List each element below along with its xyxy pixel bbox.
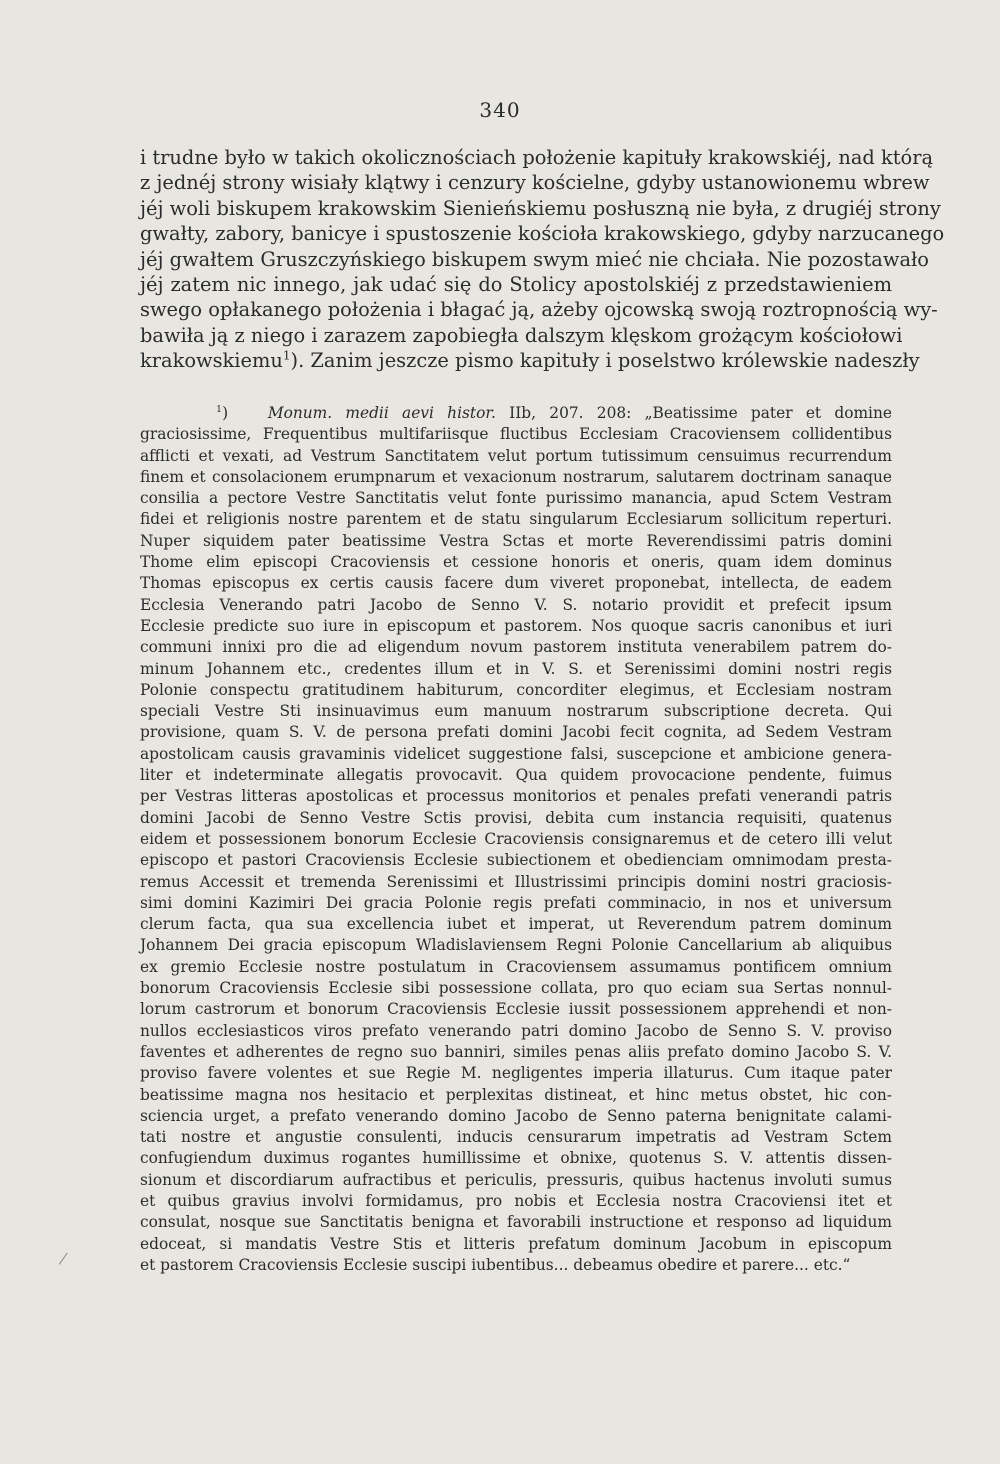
- footnote-line: Nuper siquidem pater beatissime Vestra Sctas et morte Reverendissimi patris domini: [140, 531, 892, 550]
- footnote-line: per Vestras litteras apostolicas et processus monitorios et penales prefati venerandi patris: [140, 787, 892, 806]
- footnote-paren: ): [222, 404, 229, 422]
- footnote-line: bonorum Cracoviensis Ecclesie sibi possessione collata, pro quo eciam sua Sertas nonnul-: [140, 979, 892, 998]
- footnote-text: IIb, 207. 208: „Beatissime pater et domine: [495, 404, 893, 422]
- footnote-line: confugiendum duximus rogantes humillissime et obnixe, quotenus S. V. attentis dissen-: [140, 1149, 892, 1168]
- footnote-line: remus Accessit et tremenda Serenissimi et Illustrissimi principis domini nostri graciosis-: [140, 872, 892, 891]
- footnote-line: ex gremio Ecclesie nostre postulatum in Cracoviensem assumamus pontificem omnium: [140, 957, 892, 976]
- body-text-fragment: krakowskiemu: [140, 349, 283, 373]
- body-line: bawiła ją z niego i zarazem zapobiegła dalszym klęskom grożącym kościołowi: [140, 323, 903, 347]
- footnote-line: et quibus gravius involvi formidamus, pro nobis et Ecclesia nostra Cracoviensi itet et: [140, 1191, 892, 1210]
- footnote-line: consulat, nosque sue Sanctitatis benigna et favorabili instructione et responso ad liquidum: [140, 1213, 892, 1232]
- body-line: gwałty, zabory, banicye i spustoszenie kościoła krakowskiego, gdyby narzucanego: [140, 222, 945, 246]
- footnote-line: consilia a pectore Vestre Sanctitatis velut fonte purissimo manancia, apud Sctem Vestram: [140, 489, 892, 508]
- footnote-line: faventes et adherentes de regno suo banniri, similes penas aliis prefato domino Jacobo S. V.: [140, 1042, 892, 1061]
- footnote-line: graciosissime, Frequentibus multifariisque fluctibus Ecclesiam Cracoviensem collidentibus: [140, 425, 892, 444]
- footnote-line: finem et consolacionem erumpnarum et vexacionum nostrarum, salutarem doctrinam sanaque: [140, 467, 892, 486]
- footnote-line: tati nostre et angustie consulenti, inducis censurarum impetratis ad Vestram Sctem: [140, 1128, 892, 1147]
- footnote: [140, 403, 892, 1276]
- footnote-line: Johannem Dei gracia episcopum Wladislaviensem Regni Polonie Cancellarium ab aliquibus: [140, 936, 892, 955]
- body-line: i trudne było w takich okolicznościach położenie kapituły krakowskiéj, nad którą: [140, 146, 934, 169]
- footnote-line: clerum facta, qua sua excellencia iubet et imperat, ut Reverendum patrem dominum: [140, 915, 892, 934]
- page-number: 340: [479, 98, 521, 122]
- main-paragraph: [140, 145, 945, 374]
- footnote-line: domini Jacobi de Senno Vestre Sctis provisi, debita cum instancia requisiti, quatenus: [140, 808, 892, 827]
- footnote-line: minum Johannem etc., credentes illum et in V. S. et Serenissimi domini nostri regis: [140, 659, 892, 678]
- footnote-line: afflicti et vexati, ad Vestrum Sanctitatem velut portum tutissimum censuimus recurrendum: [140, 446, 892, 465]
- body-line: jéj zatem nic innego, jak udać się do Stolicy apostolskiéj z przedstawieniem: [140, 273, 892, 297]
- footnote-line: edoceat, si mandatis Vestre Stis et litteris prefatum dominum Jacobum in episcopum: [140, 1234, 892, 1253]
- footnote-first-line: [140, 403, 892, 424]
- footnote-line: Polonie conspectu gratitudinem habiturum, concorditer elegimus, et Ecclesiam nostram: [140, 680, 892, 699]
- footnote-line: eidem et possessionem bonorum Ecclesie Cracoviensis consignaremus et de cetero illi velut: [140, 829, 892, 848]
- footnote-reference: 1: [282, 348, 291, 363]
- footnote-line-last: et pastorem Cracoviensis Ecclesie suscipi iubentibus... debeamus obedire et parere... etc.“: [140, 1255, 851, 1274]
- footnote-line: communi innixi pro die ad eligendum novum pastorem instituta venerabilem patrem do-: [140, 638, 892, 657]
- footnote-line: sciencia urget, a prefato venerando domino Jacobo de Senno paterna benignitate calami-: [140, 1106, 892, 1125]
- footnote-spacer: [228, 404, 268, 422]
- body-line: swego opłakanego położenia i błagać ją, ażeby ojcowską swoją roztropnością wy-: [140, 298, 938, 322]
- footnote-line: beatissime magna nos hesitacio et perplexitas distineat, et hinc metus obstet, hic con-: [140, 1085, 892, 1104]
- footnote-line: Ecclesia Venerando patri Jacobo de Senno V. S. notario providit et prefecit ipsum: [140, 595, 892, 614]
- footnote-line: proviso favere volentes et sue Regie M. negligentes imperia illaturus. Cum itaque pater: [140, 1064, 892, 1083]
- footnote-line: nullos ecclesiasticos viros prefato venerando patri domino Jacobo de Senno S. V. proviso: [140, 1021, 892, 1040]
- footnote-line: simi domini Kazimiri Dei gracia Polonie regis prefati comminacio, in nos et universum: [140, 893, 892, 912]
- footnote-line: Thome elim episcopi Cracoviensis et cessione honoris et oneris, quam idem dominus: [140, 553, 892, 572]
- footnote-line: speciali Vestre Sti insinuavimus eum manuum nostrarum subscriptione decreta. Qui: [140, 702, 892, 721]
- footnote-line: fidei et religionis nostre parentem et de statu singularum Ecclesiarum sollicitum reperturi.: [140, 510, 892, 529]
- footnote-line: apostolicam causis gravaminis videlicet suggestione falsi, suscepcione et ambicione genera-: [140, 744, 892, 763]
- footnote-line: lorum castrorum et bonorum Cracoviensis Ecclesie iussit possessionem apprehendi et non-: [140, 1000, 892, 1019]
- body-line-last: [140, 348, 920, 373]
- footnote-line: Ecclesie predicte suo iure in episcopum et pastorem. Nos quoque sacris canonibus et iuri: [140, 616, 892, 635]
- footnote-marker: 1: [216, 403, 223, 415]
- body-text-fragment: ). Zanim jeszcze pismo kapituły i poselstwo królewskie nadeszły: [290, 349, 920, 373]
- footnote-line: sionum et discordiarum aufractibus et periculis, pressuris, quibus hactenus involuti sumus: [140, 1170, 892, 1189]
- footnote-line: liter et indeterminate allegatis provocavit. Qua quidem provocacione pendente, fuimus: [140, 766, 892, 785]
- body-line: jéj gwałtem Gruszczyńskiego biskupem swym mieć nie chciała. Nie pozostawało: [140, 247, 929, 271]
- body-line: z jednéj strony wisiały klątwy i cenzury kościelne, gdyby ustanowionemu wbrew: [140, 171, 930, 195]
- footnote-line: Thomas episcopus ex certis causis facere dum viveret proponebat, intellecta, de eadem: [140, 574, 892, 593]
- footnote-source-ref: Monum. medii aevi histor.: [267, 404, 496, 422]
- footnote-line: provisione, quam S. V. de persona prefati domini Jacobi fecit cognita, ad Sedem Vestram: [140, 723, 892, 742]
- stray-pencil-mark: [59, 1253, 74, 1270]
- body-line: jéj woli biskupem krakowskim Sienieńskiemu posłuszną nie była, z drugiéj strony: [140, 196, 941, 220]
- footnote-line: episcopo et pastori Cracoviensis Ecclesie subiectionem et obedienciam omnimodam presta-: [140, 851, 892, 870]
